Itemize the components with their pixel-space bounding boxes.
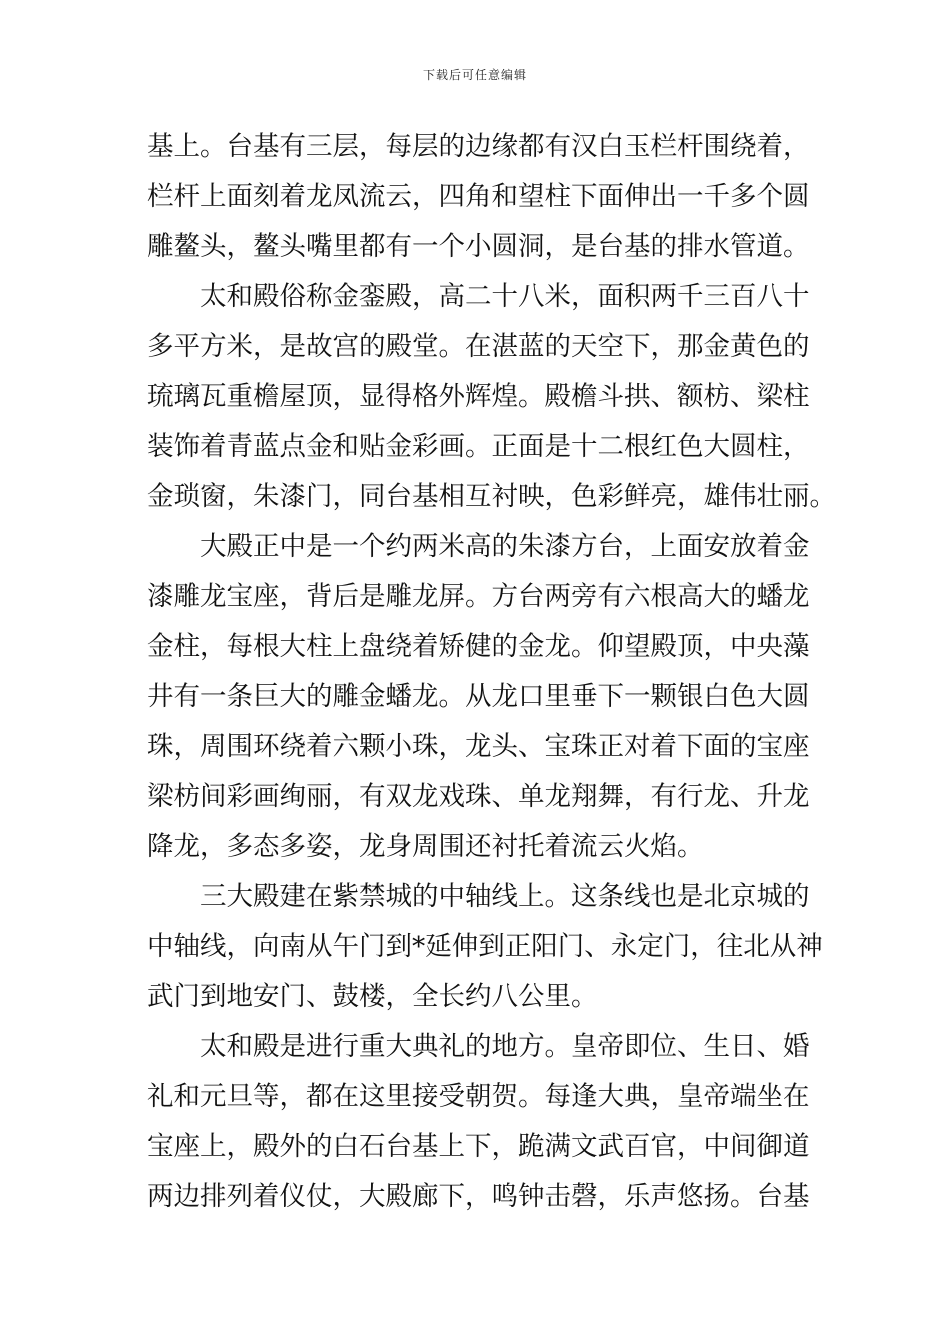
text-line: 金琐窗，朱漆门，同台基相互衬映，色彩鲜亮，雄伟壮丽。 xyxy=(147,481,836,512)
text-line: 多平方米，是故宫的殿堂。在湛蓝的天空下，那金黄色的 xyxy=(147,331,810,362)
text-line: 漆雕龙宝座，背后是雕龙屏。方台两旁有六根高大的蟠龙 xyxy=(147,581,810,612)
text-line: 降龙，多态多姿，龙身周围还衬托着流云火焰。 xyxy=(147,831,704,862)
text-line: 雕鳌头，鳌头嘴里都有一个小圆洞，是台基的排水管道。 xyxy=(147,231,810,262)
text-line: 宝座上，殿外的白石台基上下，跪满文武百官，中间御道 xyxy=(147,1131,810,1162)
text-line: 栏杆上面刻着龙凤流云，四角和望柱下面伸出一千多个圆 xyxy=(147,181,810,212)
page-header: 下载后可任意编辑 xyxy=(422,68,527,82)
text-line: 太和殿俗称金銮殿，高二十八米，面积两千三百八十 xyxy=(200,281,810,312)
text-line: 太和殿是进行重大典礼的地方。皇帝即位、生日、婚 xyxy=(200,1031,810,1062)
text-line: 珠，周围环绕着六颗小珠，龙头、宝珠正对着下面的宝座 xyxy=(147,731,810,762)
text-line: 礼和元旦等，都在这里接受朝贺。每逢大典，皇帝端坐在 xyxy=(147,1081,810,1112)
text-line: 基上。台基有三层，每层的边缘都有汉白玉栏杆围绕着， xyxy=(147,131,810,162)
body-text xyxy=(147,122,836,1222)
text-line: 井有一条巨大的雕金蟠龙。从龙口里垂下一颗银白色大圆 xyxy=(147,681,810,712)
text-line: 中轴线，向南从午门到*延伸到正阳门、永定门，往北从神 xyxy=(147,931,823,962)
text-line: 装饰着青蓝点金和贴金彩画。正面是十二根红色大圆柱， xyxy=(147,431,810,462)
text-line: 大殿正中是一个约两米高的朱漆方台，上面安放着金 xyxy=(200,531,810,562)
text-line: 两边排列着仪仗，大殿廊下，鸣钟击磬，乐声悠扬。台基 xyxy=(147,1181,810,1212)
text-line: 梁枋间彩画绚丽，有双龙戏珠、单龙翔舞，有行龙、升龙 xyxy=(147,781,810,812)
text-line: 金柱，每根大柱上盘绕着矫健的金龙。仰望殿顶，中央藻 xyxy=(147,631,810,662)
text-line: 琉璃瓦重檐屋顶，显得格外辉煌。殿檐斗拱、额枋、梁柱 xyxy=(147,381,810,412)
text-line: 三大殿建在紫禁城的中轴线上。这条线也是北京城的 xyxy=(200,881,810,912)
text-line: 武门到地安门、鼓楼，全长约八公里。 xyxy=(147,981,598,1012)
